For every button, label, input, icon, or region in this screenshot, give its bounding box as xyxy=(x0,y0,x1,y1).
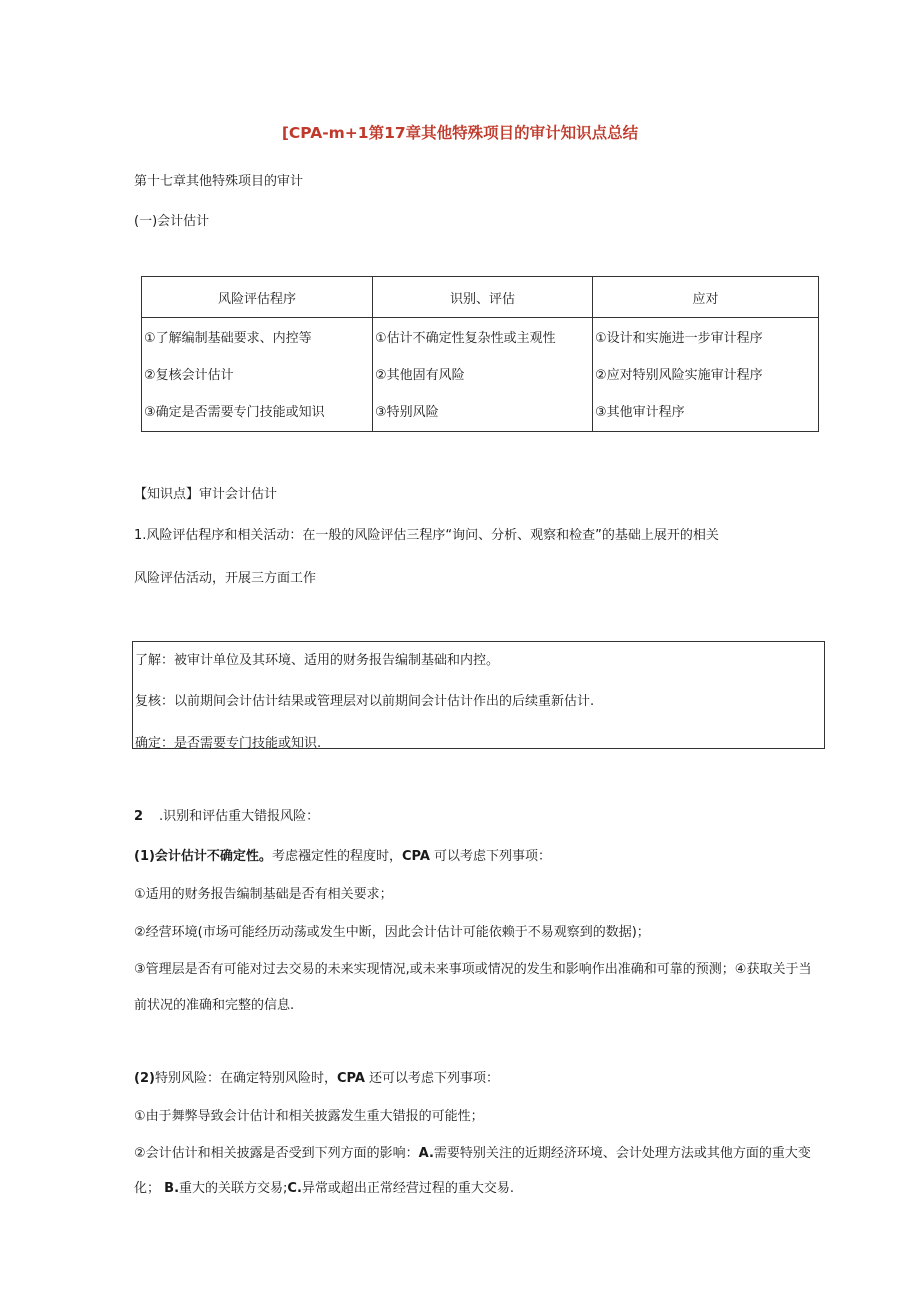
table-cell-line: ①设计和实施进一步审计程序 xyxy=(595,331,763,346)
text-span: 还可以考虑下列事项： xyxy=(369,1071,500,1086)
table-header: 应对 xyxy=(593,277,819,318)
text-span: 可以考虑下列事项： xyxy=(434,849,552,864)
list-item-continued: 前状况的准确和完整的信息. xyxy=(134,998,295,1013)
table-cell-line: ①了解编制基础要求、内控等 xyxy=(144,331,312,346)
knowledge-heading: 【知识点】审计会计估计 xyxy=(134,487,278,502)
chapter-heading: 第十七章其他特殊项目的审计 xyxy=(134,174,304,189)
table-cell-line: ③特别风险 xyxy=(375,405,439,420)
text-span: 异常或超出正常经营过程的重大交易. xyxy=(301,1181,515,1196)
list-item: ③管理层是否有可能对过去交易的未来实现情况,或未来事项或情况的发生和影响作出准确和可靠的预测；④获取关于当 xyxy=(134,962,812,977)
item-marker: B. xyxy=(164,1181,180,1196)
box-line-understand: 了解：被审计单位及其环境、适用的财务报告编制基础和内控。 xyxy=(135,653,500,668)
summary-box xyxy=(132,641,825,749)
cpa-term: CPA xyxy=(336,1071,365,1086)
text-span: 考虑襁定性的程度时， xyxy=(271,849,402,864)
paragraph-line: 1.风险评估程序和相关活动：在一般的风险评估三程序“询问、分析、观察和检查”的基础上展开的相关 xyxy=(134,528,719,543)
list-item: ①由于舞弊导致会计估计和相关披露发生重大错报的可能性； xyxy=(134,1109,484,1124)
text-span: 需要特别关注的近期经济环境、会计处理方法或其他方面的重大变 xyxy=(433,1146,811,1161)
text-span: 重大的关联方交易; xyxy=(179,1181,288,1196)
subsection-label: (2) xyxy=(134,1071,155,1086)
item-marker: A. xyxy=(418,1146,434,1161)
cpa-term: CPA xyxy=(401,849,430,864)
text-span: 化； xyxy=(134,1181,161,1196)
item-marker: C. xyxy=(287,1181,302,1196)
table-cell-line: ③其他审计程序 xyxy=(595,405,685,420)
table-cell xyxy=(142,318,373,432)
section2-number: 2 xyxy=(134,809,144,824)
list-item xyxy=(134,1142,811,1161)
table-cell-line: ②应对特别风险实施审计程序 xyxy=(595,368,763,383)
list-item: ①适用的财务报告编制基础是否有相关要求； xyxy=(134,887,393,902)
list-item: ②经营环境(市场可能经历动荡或发生中断，因此会计估计可能依赖于不易观察到的数据)； xyxy=(134,925,650,940)
box-line-determine: 确定：是否需要专门技能或知识. xyxy=(135,736,322,751)
table-cell-line: ③确定是否需要专门技能或知识 xyxy=(144,405,325,420)
document-title: [CPA-m+1第17章其他特殊项目的审计知识点总结 xyxy=(281,124,639,142)
text-span: ②会计估计和相关披露是否受到下列方面的影响： xyxy=(134,1146,419,1161)
risk-table xyxy=(141,276,819,432)
subsection-special-risk xyxy=(134,1067,499,1086)
text-span: 特别风险：在确定特别风险时， xyxy=(154,1071,337,1086)
table-cell-line: ①估计不确定性复杂性或主观性 xyxy=(375,331,556,346)
section2-heading xyxy=(134,805,319,824)
table-cell-line: ②复核会计估计 xyxy=(144,368,234,383)
section-heading: (一)会计估计 xyxy=(134,214,210,229)
table-row xyxy=(142,318,819,432)
table-header-row xyxy=(142,277,819,318)
subsection-uncertainty xyxy=(134,845,551,864)
table-header: 识别、评估 xyxy=(373,277,593,318)
list-item-continued xyxy=(134,1177,514,1196)
table-header: 风险评估程序 xyxy=(142,277,373,318)
table-cell xyxy=(593,318,819,432)
box-line-review: 复核：以前期间会计估计结果或管理层对以前期间会计估计作出的后续重新估计. xyxy=(135,694,595,709)
paragraph-line: 风险评估活动，开展三方面工作 xyxy=(134,571,317,586)
table-cell xyxy=(373,318,593,432)
table-cell-line: ②其他固有风险 xyxy=(375,368,465,383)
section2-title: .识别和评估重大错报风险： xyxy=(159,809,320,824)
subsection-label: (1)会计估计不确定性。 xyxy=(134,849,272,864)
